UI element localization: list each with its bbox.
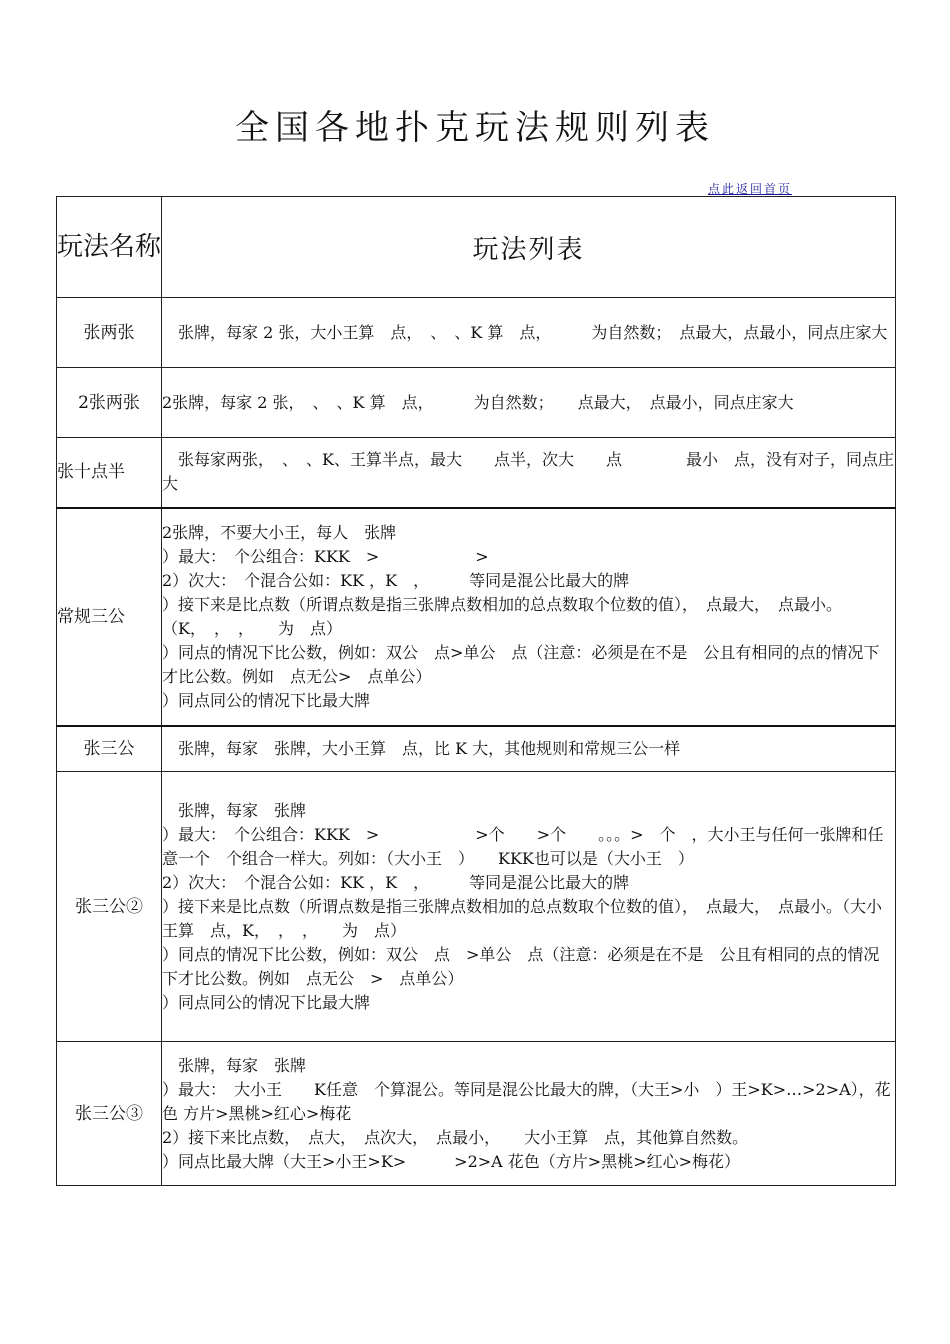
game-rules xyxy=(162,1042,896,1186)
game-rules xyxy=(162,368,896,438)
game-name: 张两张 xyxy=(57,298,162,368)
rules-table xyxy=(56,196,896,1186)
game-rules xyxy=(162,438,896,508)
game-rules xyxy=(162,726,896,772)
rule-line: 2）次大： 个混合公如：KK ，K ， 等同是混公比最大的牌 xyxy=(162,570,630,590)
header-list-col: 玩法列表 xyxy=(162,197,896,298)
game-rules xyxy=(162,298,896,368)
rule-line: ）最大： 大小王 K任意 个算混公。等同是混公比最大的牌，（大王>小 ）王>K>…>2>A），花色 方片>黑桃>红心>梅花 xyxy=(162,1079,891,1123)
table-header-row xyxy=(57,197,896,298)
page-title: 全国各地扑克玩法规则列表 xyxy=(235,108,715,148)
game-name: 张三公 xyxy=(57,726,162,772)
game-name: 张十点半 xyxy=(57,438,162,508)
rule-line: 2张牌，每家 2 张， 、 、K 算 点， 为自然数； 点最大， 点最小，同点庄家大 xyxy=(162,392,794,412)
table-row xyxy=(57,438,896,508)
game-rules xyxy=(162,508,896,726)
table-row xyxy=(57,508,896,726)
rule-line: ）最大： 个公组合：KKK > >个 >个 。。。> 个 ，大小王与任何一张牌和任意一个 个组合一样大。列如：（大小王 ） KKK也可以是（大小王 ） xyxy=(162,824,884,868)
rule-line: ）接下来是比点数（所谓点数是指三张牌点数相加的总点数取个位数的值）， 点最大， 点最小。（大小王算 点，K， ， ， 为 点） xyxy=(162,896,883,940)
rule-line: 张每家两张， 、 、K、王算半点，最大 点半，次大 点 最小 点，没有对子，同点庄大 xyxy=(162,450,894,494)
game-name: 张三公② xyxy=(57,772,162,1042)
header-name-col: 玩法名称 xyxy=(57,197,162,298)
game-name: 常规三公 xyxy=(57,508,162,726)
rule-line: 张牌，每家 张牌，大小王算 点，比 K 大，其他规则和常规三公一样 xyxy=(162,738,681,758)
game-name: 2张两张 xyxy=(57,368,162,438)
rule-line: 张牌，每家 张牌 xyxy=(162,1055,307,1075)
table-row xyxy=(57,298,896,368)
rule-line: 张牌，每家 2 张，大小王算 点， 、 、K 算 点， 为自然数； 点最大，点最小，同点庄家大 xyxy=(162,322,888,342)
rule-line: ）同点的情况下比公数，例如：双公 点>单公 点（注意：必须是在不是 公且有相同的点的情况下才比公数。例如 点无公> 点单公） xyxy=(162,642,880,686)
rule-line: 2）接下来比点数， 点大， 点次大， 点最小， 大小王算 点，其他算自然数。 xyxy=(162,1127,749,1147)
rule-line: 2张牌，不要大小王，每人 张牌 xyxy=(162,522,397,542)
rule-line: ）最大： 个公组合：KKK > > xyxy=(162,546,489,566)
table-row xyxy=(57,368,896,438)
table-row xyxy=(57,726,896,772)
rule-line: ）同点的情况下比公数，例如：双公 点 >单公 点（注意：必须是在不是 公且有相同的点的情况下才比公数。例如 点无公 > 点单公） xyxy=(162,944,880,988)
table-row xyxy=(57,1042,896,1186)
rule-line: 2）次大： 个混合公如：KK ，K ， 等同是混公比最大的牌 xyxy=(162,872,630,892)
table-row xyxy=(57,772,896,1042)
game-rules xyxy=(162,772,896,1042)
rule-line: ）接下来是比点数（所谓点数是指三张牌点数相加的总点数取个位数的值）， 点最大， 点最小。（K， ， ， 为 点） xyxy=(162,594,843,638)
rule-line: ）同点同公的情况下比最大牌 xyxy=(162,690,371,710)
home-link[interactable]: 点此返回首页 xyxy=(708,182,793,196)
rule-line: ）同点比最大牌（大王>小王>K> >2>A 花色（方片>黑桃>红心>梅花） xyxy=(162,1151,741,1171)
rule-line: 张牌，每家 张牌 xyxy=(162,800,307,820)
rule-line: ）同点同公的情况下比最大牌 xyxy=(162,992,371,1012)
game-name: 张三公③ xyxy=(57,1042,162,1186)
